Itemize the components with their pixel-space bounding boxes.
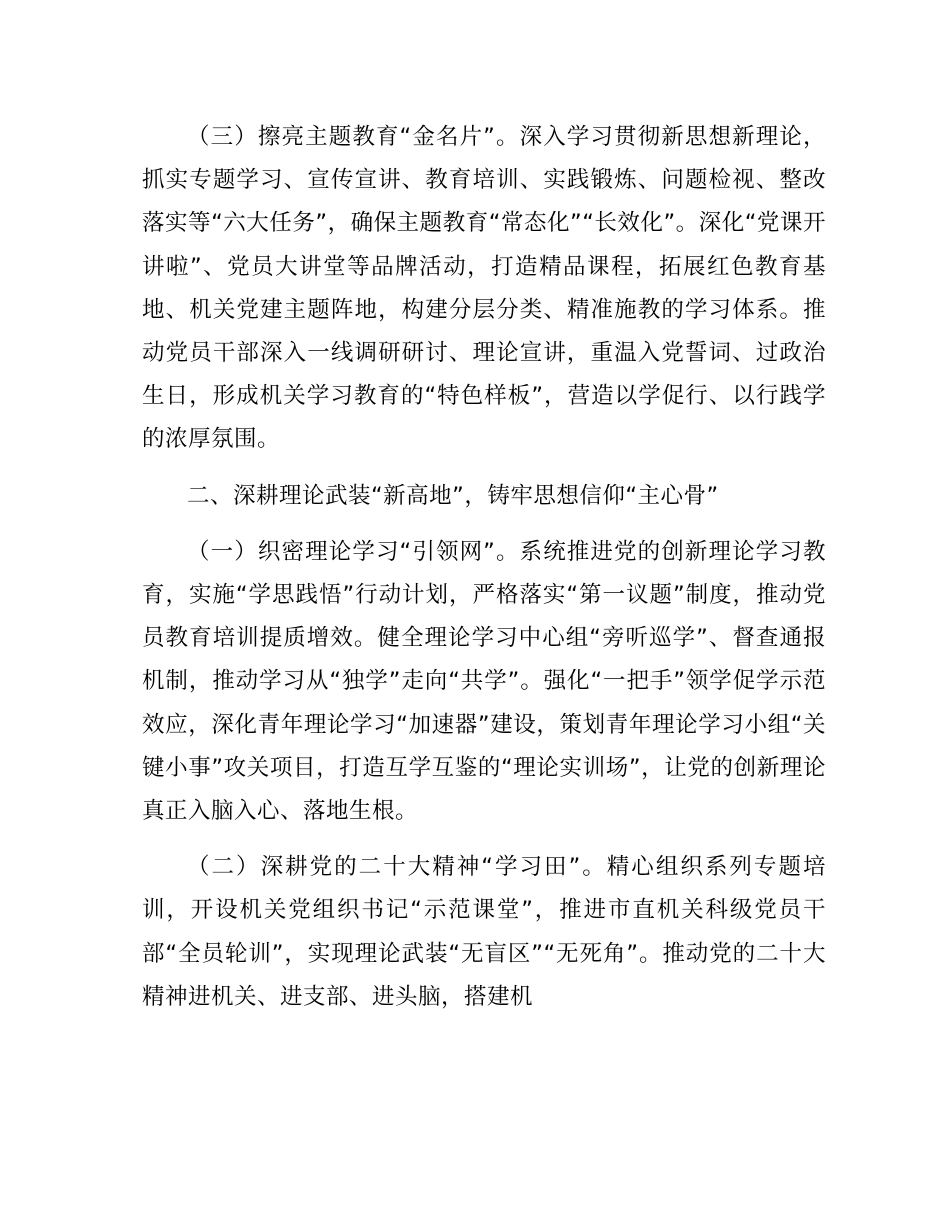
paragraph-subsection-one: （一）织密理论学习“引领网”。系统推进党的创新理论学习教育，实施“学思践悟”行动计划，严格落实“第一议题”制度，推动党员教育培训提质增效。健全理论学习中心组“旁听巡学”、督查通报机制，推动学习从“独学”走向“共学”。强化“一把手”领学促学示范效应，深化青年理论学习“加速器”建设，策划青年理论学习小组“关键小事”攻关项目，打造互学互鉴的“理论实训场”，让党的创新理论真正入脑入心、落地生根。 [142,538,826,825]
paragraph-subsection-two: （二）深耕党的二十大精神“学习田”。精心组织系列专题培训，开设机关党组织书记“示范课堂”，推进市直机关科级党员干部“全员轮训”，实现理论武装“无盲区”“无死角”。推动党的二十大精神进机关、进支部、进头脑，搭建机 [142,854,826,1010]
paragraph-section-three: （三）擦亮主题教育“金名片”。深入学习贯彻新思想新理论，抓实专题学习、宣传宣讲、教育培训、实践锻炼、问题检视、整改落实等“六大任务”，确保主题教育“常态化”“长效化”。深化“党课开讲啦”、党员大讲堂等品牌活动，打造精品课程，拓展红色教育基地、机关党建主题阵地，构建分层分类、精准施教的学习体系。推动党员干部深入一线调研研讨、理论宣讲，重温入党誓词、过政治生日，形成机关学习教育的“特色样板”，营造以学促行、以行践学的浓厚氛围。 [142,124,826,453]
section-heading-two: 二、深耕理论武装“新高地”，铸牢思想信仰“主心骨” [187,482,719,509]
document-page [142,116,826,1019]
